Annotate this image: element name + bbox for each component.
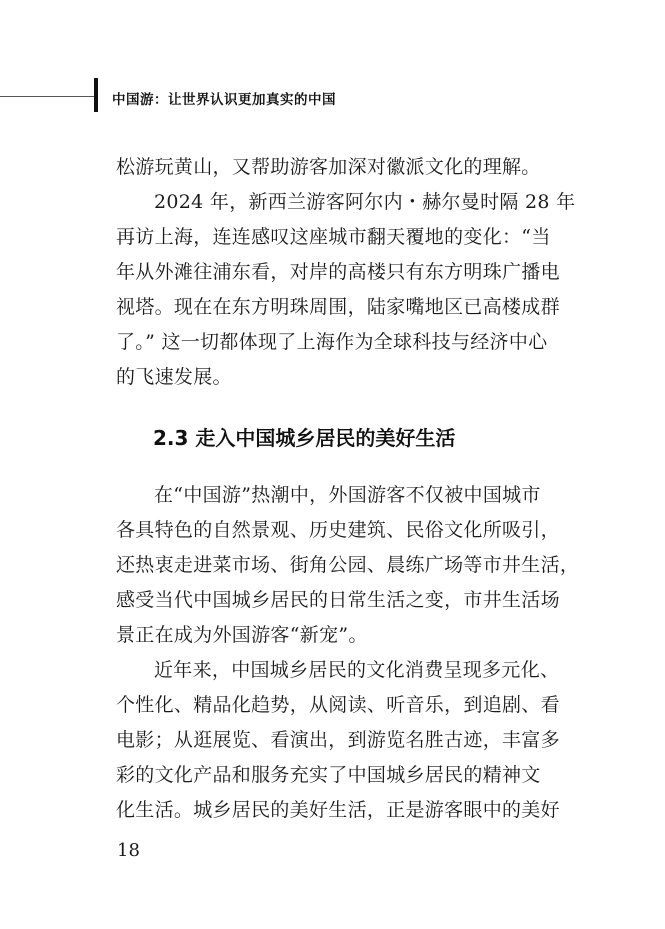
text-line: 电影；从逛展览、看演出，到游览名胜古迹，丰富多 (116, 729, 560, 751)
header-bar (94, 78, 98, 112)
text-line: 再访上海，连连感叹这座城市翻天覆地的变化：“当 (116, 226, 551, 248)
page-number: 18 (117, 840, 140, 861)
body-paragraphs-top (116, 150, 576, 395)
text-line: 近年来，中国城乡居民的文化消费呈现多元化、 (154, 659, 560, 681)
text-line: 感受当代中国城乡居民的日常生活之变，市井生活场 (116, 589, 560, 611)
body-paragraphs-bottom (116, 478, 580, 828)
text-line: 松游玩黄山，又帮助游客加深对徽派文化的理解。 (116, 156, 541, 178)
section-heading: 2.3 走入中国城乡居民的美好生活 (153, 426, 456, 450)
text-line: 年从外滩往浦东看，对岸的高楼只有东方明珠广播电 (116, 261, 560, 283)
text-line: 在“中国游”热潮中，外国游客不仅被中国城市 (154, 484, 541, 506)
text-line: 还热衷走进菜市场、街角公园、晨练广场等市井生活， (116, 554, 580, 576)
header-rule (0, 96, 94, 97)
text-line: 化生活。城乡居民的美好生活，正是游客眼中的美好 (116, 799, 560, 821)
text-line: 景正在成为外国游客“新宠”。 (116, 624, 368, 646)
text-line: 彩的文化产品和服务充实了中国城乡居民的精神文 (116, 764, 541, 786)
text-line: 2024 年，新西兰游客阿尔内・赫尔曼时隔 28 年 (154, 191, 576, 213)
text-line: 视塔。现在在东方明珠周围，陆家嘴地区已高楼成群 (116, 296, 560, 318)
text-line: 个性化、精品化趋势，从阅读、听音乐，到追剧、看 (116, 694, 560, 716)
running-head: 中国游：让世界认识更加真实的中国 (112, 92, 336, 108)
text-line: 的飞速发展。 (116, 366, 232, 388)
text-line: 了。” 这一切都体现了上海作为全球科技与经济中心 (116, 331, 548, 353)
text-line: 各具特色的自然景观、历史建筑、民俗文化所吸引， (116, 519, 560, 541)
